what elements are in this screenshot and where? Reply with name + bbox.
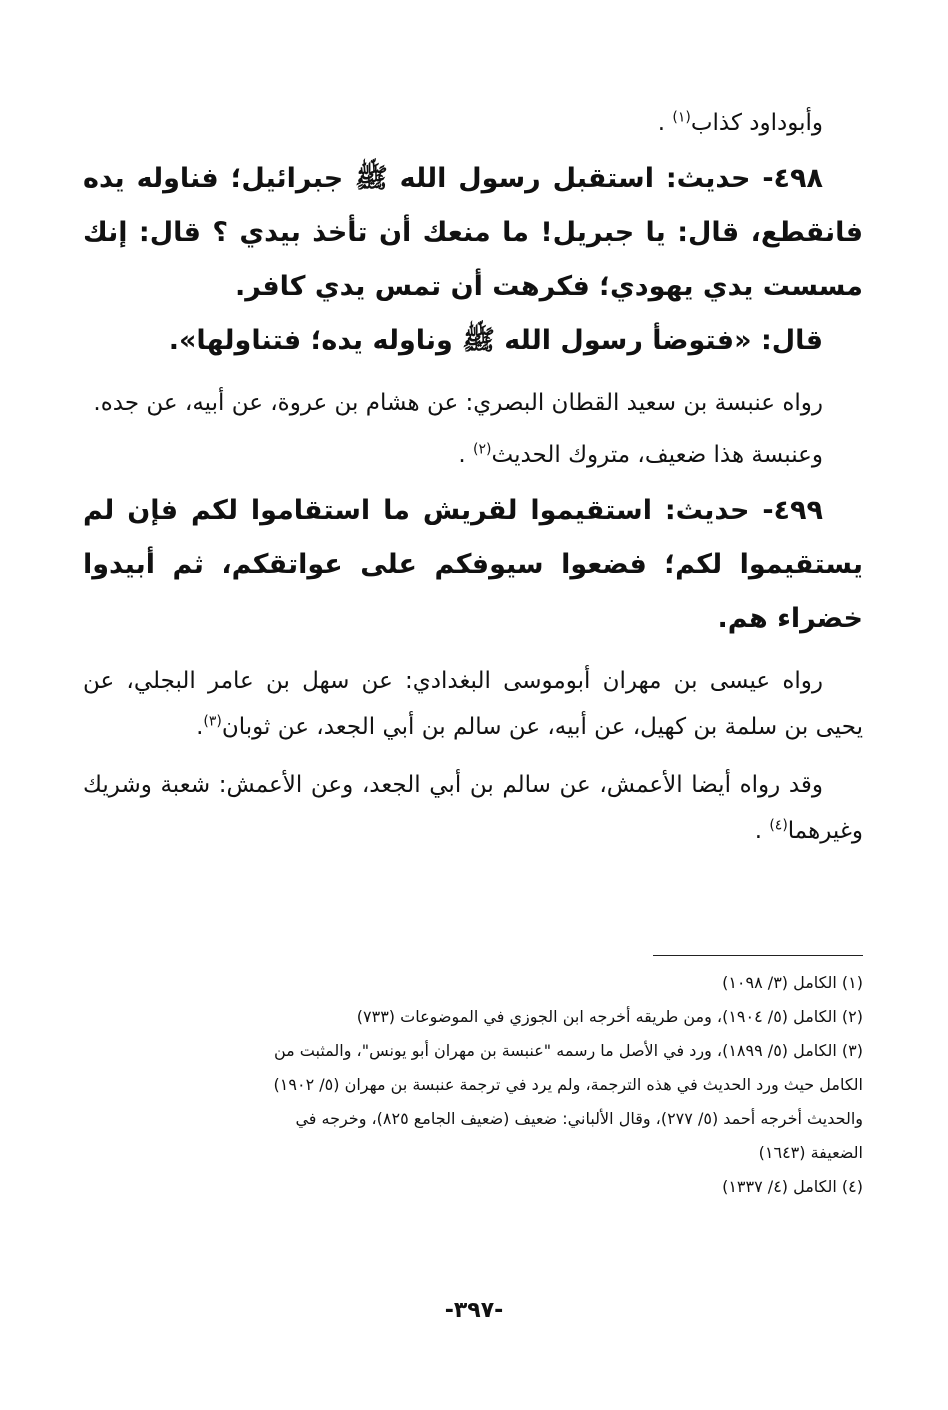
paragraph-abudawud: وأبوداود كذاب$^{(١)}$ .	[657, 109, 823, 136]
hadith-499: ٤٩٩- حديث: استقيموا لقريش ما استقاموا لكم فإن لم يستقيموا لكم؛ فضعوا سيوفكم على عواتقكم، ثم أبيدوا خضراء هم.	[83, 495, 863, 634]
main-text-block	[83, 100, 863, 854]
footnote-3-line-4: الضعيفة (١٦٤٣)	[758, 1143, 863, 1162]
footnote-ref-4[interactable]: (٤)	[769, 817, 788, 834]
hadith-498: ٤٩٨- حديث: استقبل رسول الله ﷺ جبرائيل؛ فناوله يده فانقطع، قال: يا جبريل! ما منعك أن تأخذ بيدي ؟ قال: إنك مسست يدي يهودي؛ فكرهت أن تمس يدي كافر.	[83, 163, 863, 302]
paragraph-narration-anbasa: رواه عنبسة بن سعيد القطان البصري: عن هشام بن عروة، عن أبيه، عن جده.	[93, 390, 823, 416]
footnote-4: (٤) الكامل (٤/ ١٣٣٧)	[722, 1177, 863, 1196]
page-number: -٣٩٧-	[444, 1298, 504, 1323]
footnote-ref-3[interactable]: (٣)	[203, 713, 222, 730]
paragraph-anbasa-weak: وعنبسة هذا ضعيف، متروك الحديث$^{(٢)}$ .	[458, 441, 823, 468]
footnotes-section	[83, 955, 863, 1204]
footnote-divider	[653, 955, 863, 956]
paragraph-narration-amash: وقد رواه أيضا الأعمش، عن سالم بن أبي الجعد، وعن الأعمش: شعبة وشريك وغيرهما$^{(٤)}$ .	[83, 772, 863, 844]
footnote-2: (٢) الكامل (٥/ ١٩٠٤)، ومن طريقه أخرجه ابن الجوزي في الموضوعات (٧٣٣)	[356, 1007, 863, 1026]
footnote-ref-2[interactable]: (٢)	[473, 441, 492, 458]
footnote-ref-1[interactable]: (١)	[672, 109, 691, 126]
paragraph-narration-isa: رواه عيسى بن مهران أبوموسى البغدادي: عن سهل بن عامر البجلي، عن يحيى بن سلمة بن كهيل، عن أبيه، عن سالم بن أبي الجعد، عن ثوبان$^{(٣)}$.	[83, 668, 863, 740]
footnote-3: (٣) الكامل (٥/ ١٨٩٩)، ورد في الأصل ما رسمه "عنبسة بن مهران أبو يونس"، والمثبت من	[273, 1041, 863, 1060]
hadith-498-continuation: قال: «فتوضأ رسول الله ﷺ وناوله يده؛ فتناولها».	[168, 325, 823, 356]
footnote-3-line-3: والحديث أخرجه أحمد (٥/ ٢٧٧)، وقال الألباني: ضعيف (ضعيف الجامع ٨٢٥)، وخرجه في	[295, 1109, 863, 1128]
footnote-1: (١) الكامل (٣/ ١٠٩٨)	[722, 973, 863, 992]
footnote-3-line-2: الكامل حيث ورد الحديث في هذه الترجمة، ولم يرد في ترجمة عنبسة بن مهران (٥/ ١٩٠٢)	[273, 1075, 863, 1094]
